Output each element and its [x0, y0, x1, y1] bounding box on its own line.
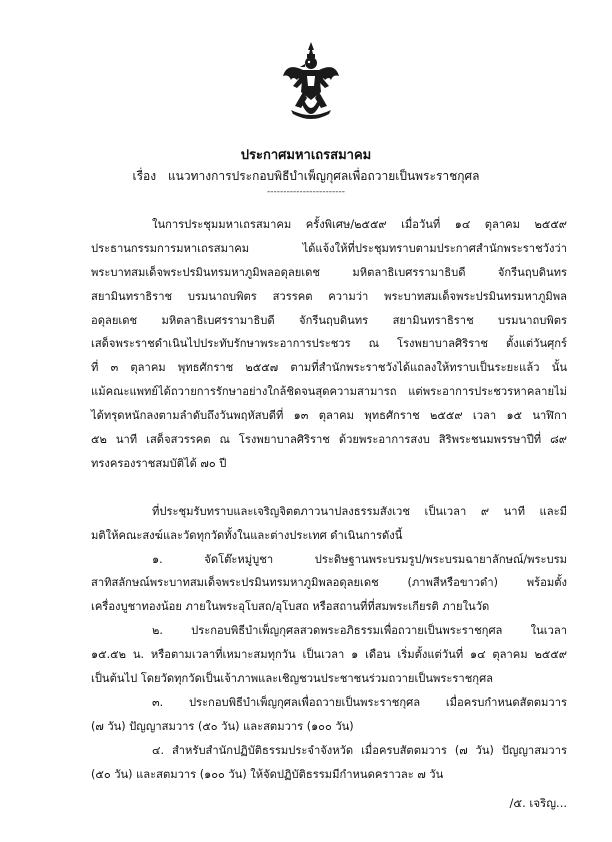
list-item-line: เครื่องบูชาทองน้อย ภายในพระอุโบสถ/อุโบสถ หรือสถานที่ที่สมพระเกียรติ ภายในวัด: [91, 600, 490, 614]
list-item-line: (๗ วัน) ปัญญาสมวาร (๕๐ วัน) และสตมวาร (๑๐๐ วัน): [91, 719, 354, 733]
list-item-line: ๒. ประกอบพิธีบำเพ็ญกุศลสวดพระอภิธรรมเพื่อถวายเป็นพระราชกุศล ในเวลา: [152, 624, 567, 638]
paragraph-line: ในการประชุมมหาเถรสมาคม ครั้งพิเศษ/๒๕๕๙ เมื่อวันที่ ๑๔ ตุลาคม ๒๕๕๙: [152, 218, 567, 231]
paragraph-line: เสด็จพระราชดำเนินไปประทับรักษาพระอาการประชวร ณ โรงพยาบาลศิริราช ตั้งแต่วันศุกร์: [91, 337, 567, 351]
list-item-line: ๓. ประกอบพิธีบำเพ็ญกุศลเพื่อถวายเป็นพระราชกุศล เมื่อครบกำหนดสัตตมวาร: [152, 695, 567, 709]
paragraph-line: ทรงครองราชสมบัติได้ ๗๐ ปี: [91, 456, 227, 470]
document-title: ประกาศมหาเถรสมาคม: [240, 148, 372, 163]
page-continuation: /๕. เจริญ...: [509, 796, 567, 810]
subject-label: เรื่อง: [132, 169, 157, 183]
paragraph-line: ประธานกรรมการมหาเถรสมาคม ได้แจ้งให้ที่ประชุมทราบตามประกาศสำนักพระราชวังว่า: [91, 241, 567, 255]
list-item-line: (๕๐ วัน) และสตมวาร (๑๐๐ วัน) ให้จัดปฏิบัติธรรมมีกำหนดคราวละ ๗ วัน: [91, 767, 444, 781]
paragraph-line: ที่ ๓ ตุลาคม พุทธศักราช ๒๕๕๗ ตามที่สำนักพระราชวังได้แถลงให้ทราบเป็นระยะแล้ว นั้น: [91, 361, 567, 375]
paragraph-line: สยามินทราธิราช บรมนาถบพิตร สวรรคต ความว่า พระบาทสมเด็จพระปรมินทรมหาภูมิพล: [91, 289, 567, 303]
list-item-line: ๑๕.๕๒ น. หรือตามเวลาที่เหมาะสมทุกวัน เป็นเวลา ๑ เดือน เริ่มตั้งแต่วันที่ ๑๔ ตุลาคม ๒๕๕๙: [91, 648, 567, 662]
paragraph-line: ได้ทรุดหนักลงตามลำดับถึงวันพฤหัสบดีที่ ๑๓ ตุลาคม พุทธศักราช ๒๕๕๙ เวลา ๑๕ นาฬิกา: [91, 409, 567, 423]
paragraph-line: แม้คณะแพทย์ได้ถวายการรักษาอย่างใกล้ชิดจนสุดความสามารถ แต่พระอาการประชวรหาคลายไม่: [91, 385, 567, 399]
paragraph-line: พระบาทสมเด็จพระปรมินทรมหาภูมิพลอดุลยเดช มหิตลาธิเบศรรามาธิบดี จักรีนฤบดินทร: [91, 265, 567, 279]
list-item-line: ๑. จัดโต๊ะหมู่บูชา ประดิษฐานพระบรมรูป/พระบรมฉายาลักษณ์/พระบรม: [152, 552, 567, 566]
title-divider: ------------------------: [267, 187, 345, 197]
paragraph-line: มติให้คณะสงฆ์และวัดทุกวัดทั้งในและต่างประเทศ ดำเนินการดังนี้: [91, 528, 403, 542]
paragraph-line: ๕๒ นาที เสด็จสวรรคต ณ โรงพยาบาลศิริราช ด้วยพระอาการสงบ สิริพระชนมพรรษาปีที่ ๘๙: [91, 433, 567, 447]
list-item-line: เป็นต้นไป โดยวัดทุกวัดเป็นเจ้าภาพและเชิญชวนประชาชนร่วมถวายเป็นพระราชกุศล: [91, 672, 494, 686]
list-item-line: ๔. สำหรับสำนักปฏิบัติธรรมประจำจังหวัด เมื่อครบสัตตมวาร (๗ วัน) ปัญญาสมวาร: [152, 743, 567, 757]
garuda-emblem-icon: [281, 40, 341, 128]
subject-line: [0, 167, 612, 186]
paragraph-line: อดุลยเดช มหิตลาธิเบศรรามาธิบดี จักรีนฤบดินทร สยามินทราธิราช บรมนาถบพิตร: [91, 313, 567, 327]
list-item-line: สาทิสลักษณ์พระบาทสมเด็จพระปรมินทรมหาภูมิพลอดุลยเดช (ภาพสีหรือขาวดำ) พร้อมตั้ง: [91, 576, 567, 590]
document-body: [91, 213, 567, 786]
subject-text: แนวทางการประกอบพิธีบำเพ็ญกุศลเพื่อถวายเป็นพระราชกุศล: [167, 169, 480, 183]
paragraph-line: ที่ประชุมรับทราบและเจริญจิตตภาวนาปลงธรรมสังเวช เป็นเวลา ๙ นาที และมี: [152, 504, 567, 518]
